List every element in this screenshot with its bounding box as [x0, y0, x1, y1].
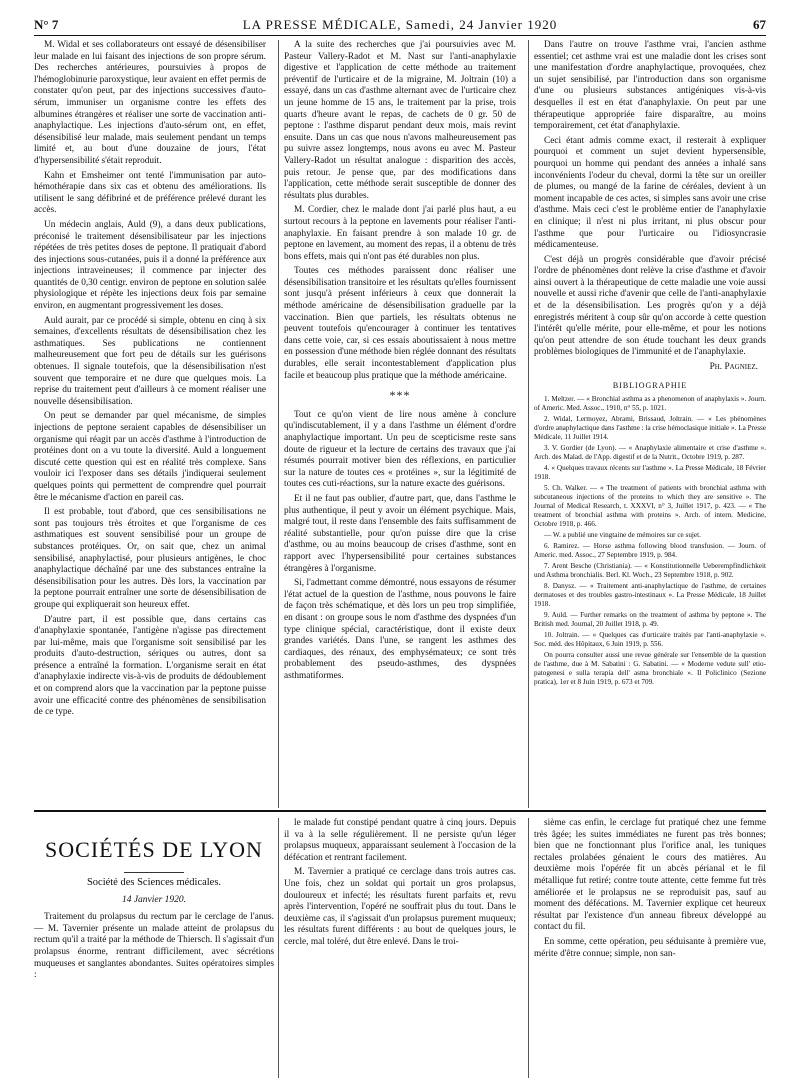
column-divider [278, 40, 279, 808]
column-divider [528, 40, 529, 808]
paragraph: Tout ce qu'on vient de lire nous amène à conclure qu'indiscutablement, il y a dans l'asthme un élément d'ordre anaphylactique important. Un peu de scepticisme reste sans doute de rigueur et la lecture de certains des travaux que j'ai résumés pourrait motiver bien des réflexions, en particulier sur la nature de toutes ces « protéines », sur la légitimité de toutes ces cuti-réactions, sur la nature exacte des guérisons. [284, 409, 516, 490]
column-1 [34, 40, 266, 808]
issue-number: N° 7 [34, 17, 59, 32]
paragraph: Il est probable, tout d'abord, que ces sensibilisations ne sont pas toujours très étroites et que l'organisme de ces asthmatiques est souvent sensibilisé pour un groupe de substances protéiques. Or, on sait que, chez un animal sensibilisé, anaphylactisé, pour plusieurs antigènes, le choc anaphylactique déchaîné par une des substances entraîne la désensibilisation pour les autres. Dès lors, la vaccination par la peptone pourrait entraîner une sorte de désensibilisation de groupe qui expliquerait son heureux effet. [34, 507, 266, 610]
paragraph: le malade fut constipé pendant quatre à cinq jours. Depuis il va à la selle régulièrement. Il ne persiste qu'un léger prolapsus muqueux, apparaissant seulement à l'occasion de la défécation et rentrant facilement. [284, 818, 516, 863]
column-divider [278, 818, 279, 1078]
paragraph: Ceci étant admis comme exact, il resterait à expliquer pourquoi et comment un sujet devient hypersensible, pourquoi un homme qui pendant des années a inhalé sans inconvénients l'odeur du cheval, dormi la tête sur un oreiller de plumes, ou mangé de la farine de céréales, devient à un moment incapable de ces actes, si simples sans avoir une crise d'asthme. Mais ceci c'est le problème entier de l'anaphylaxie en clinique; il n'est ni plus irritant, ni plus obscur pour l'asthme que pour l'urticaire ou l'idiosyncrasie médicamenteuse. [534, 135, 766, 251]
bibliography-entry: 10. Joltrain. — « Quelques cas d'urticaire traités par l'anti-anaphylaxie ». Soc. méd. des Hôpitaux, 6 Juin 1919, p. 556. [534, 631, 766, 649]
section-separator-stars: *** [389, 388, 411, 403]
societe-column-1 [34, 818, 274, 1082]
paragraph: Un médecin anglais, Auld (9), a dans deux publications, préconisé le traitement désensibilisateur par les injections répétées de très petites doses de peptone. Il pratiquait d'abord des injections sous-cutanées, puis il a donné la préférence aux injections intraveineuses; il commence par injecter des quantités de 0,30 centigr. environ de peptone en solution salée physiologique et répète les injections deux fois par semaine environ, en augmentant progressivement les doses. [34, 219, 266, 312]
page-number: 67 [753, 17, 766, 32]
paragraph: On peut se demander par quel mécanisme, de simples injections de peptone seraient capables de désensibiliser un organisme qui réagit par un accès d'asthme à l'introduction de protéines dont on a vu toute la diversité. Auld a longuement discuté cette question qui est en réalité très complexe. Sans vouloir ici l'exposer dans ses détails j'indiquerai seulement quelques points qui permettent de comprendre quel pourrait être le mécanisme d'action en pareil cas. [34, 411, 266, 503]
societe-column-3 [534, 818, 766, 1082]
bibliography-entry: 6. Ramirez. — Horse asthma following blood transfusion. — Journ. of Americ. med. Assoc., 27 Septembre 1919, p. 984. [534, 542, 766, 560]
paragraph: M. Tavernier a pratiqué ce cerclage dans trois autres cas. Une fois, chez un soldat qui portait un gros prolapsus, douloureux et infecté; les résultats furent parfaits et, revu après l'intervention, l'opéré ne souffrait plus du tout. Dans le deuxième cas, il s'agissait d'un prolapsus purement muqueux; les résultats furent différents : au bout de quelques jours, le cercle, mal toléré, dut être enlevé. Dans le troi- [284, 867, 516, 947]
paragraph: Auld aurait, par ce procédé si simple, obtenu en cinq à six semaines, d'excellents résultats de désensibilisation chez les asthmatiques. Ses publications ne contiennent malheureusement que fort peu de détails sur les guérisons obtenues. Il signale toutefois, que la désensibilisation n'est souvent que temporaire et ne dure que quelques mois. La reprise du traitement peut d'ailleurs à ce moment réaliser une nouvelle désensibilisation. [34, 315, 266, 407]
society-name: Société des Sciences médicales. [86, 877, 222, 888]
bibliography-entry: 5. Ch. Walker. — « The treatment of patients with bronchial asthma with subcutaneous injections of the proteins to which they are sensitive ». The Journal of Medical Research, t. XXXVI, n° 3, Juillet 1917, p. 423. — « The treatment of bronchial asthma with proteins ». Arch. of intern. Medicine, Octobre 1918, p. 466. [534, 484, 766, 529]
paragraph: Dans l'autre on trouve l'asthme vrai, l'ancien asthme essentiel; cet asthme vrai est une maladie dont les crises sont une manifestation d'ordre anaphylactique, provoquées, chez un sujet sensibilisé, par l'introduction dans son organisme d'une ou plusieurs substances antigéniques vis-à-vis desquelles il est en état d'anaphylaxie. On peut par une thérapeutique appropriée faire disparaître, au moins temporairement, cet état d'anaphylaxie. [534, 40, 766, 132]
bibliography-entry: 1. Meltzer. — « Bronchial asthma as a phenomenon of anaphylaxis ». Journ. of Americ. Med. Assoc., 1910, n° 55, p. 1021. [534, 395, 766, 413]
bibliography-entry: 9. Auld. — Further remarks on the treatment of asthma by peptone ». The British med. Journal, 20 Juillet 1918, p. 49. [534, 611, 766, 629]
paragraph: Kahn et Emsheimer ont tenté l'immunisation par auto-hémothérapie dans six cas et obtenu des améliorations. Ils utilisent le sang défibriné et de préférence prélevé durant les accès. [34, 170, 266, 216]
journal-title-date: LA PRESSE MÉDICALE, Samedi, 24 Janvier 1920 [242, 17, 558, 32]
bibliography-entry: — W. a publié une vingtaine de mémoires sur ce sujet. [544, 531, 701, 540]
bibliography-entry: 7. Arent Besche (Christiania). — « Konstitutionnelle Ueberempfindlichkeit und Asthma bronchialis. Berl. Kl. Woch., 23 Septembre 1918, p. 902. [534, 562, 766, 580]
paragraph: En somme, cette opération, peu séduisante à première vue, mérite d'être connue; simple, non san- [534, 936, 766, 959]
header-rule [34, 35, 766, 36]
paragraph: Et il ne faut pas oublier, d'autre part, que, dans l'asthme le plus authentique, il peut y avoir un élément psychique. Mais, malgré tout, il reste dans l'ensemble des faits suffisamment de réalité substantielle, pour qu'on puisse dire que la crise d'asthme, ou au moins beaucoup de crises d'asthme, sont en rapport avec l'hypersensibilité pour certaines substances étrangères à l'organisme. [284, 493, 516, 574]
bibliography-entry: On pourra consulter aussi une revue générale sur l'ensemble de la question de l'asthme, due à M. Sabatini : G. Sabatini. — « Moderne vedute sull' etio-patogenesi e sulla terapia dell' asma bronchiale ». Il Policlinico (Sezione pratica), 1er et 8 Juin 1919, p. 673 et 709. [534, 651, 766, 687]
column-divider [528, 818, 529, 1078]
paragraph: M. Cordier, chez le malade dont j'ai parlé plus haut, a eu surtout recours à la peptone en lavements pour réaliser l'anti-anaphylaxie. En faisant prendre à son malade 10 gr. de peptone en lavement, au moment des repas, il a obtenu de très bons effets, mais qui n'ont pas été durables non plus. [284, 205, 516, 262]
bibliography-entry: 4. « Quelques travaux récents sur l'asthme ». La Presse Médicale, 18 Février 1918. [534, 464, 766, 482]
paragraph: D'autre part, il est possible que, dans certains cas d'anaphylaxie spontanée, l'antigène n'agisse pas directement par lui-même, mais que l'organisme soit sensibilisé par les produits d'auto-destruction, sériques ou autres, dont sa présence a entraîné la formation. L'organisme serait en état d'anaphylaxie indirecte vis-à-vis de produits de dédoublement et on comprend alors que la vaccination par la peptone puisse avoir une efficacité contre des phénomènes de sensibilisation de ce type. [34, 614, 266, 718]
paragraph: sième cas enfin, le cerclage fut pratiqué chez une femme très âgée; les suites immédiates ne furent pas très bonnes; bien que ne fonctionnant plus l'orifice anal, les tuniques rectales prolabées génaient le cours des matières. Au deuxième mois l'opérée fit un abcès périanal et le fil métallique fut retiré; contre toute attente, cette femme fut très améliorée et le prolapsus ne se reproduisit pas, sauf au moment des défécations. M. Tavernier explique cet heureux résultat par l'existence d'un anneau fibreux développé au contact du fil. [534, 818, 766, 933]
paragraph: Toutes ces méthodes paraissent donc réaliser une désensibilisation transitoire et les résultats qu'elles fournissent sont jusqu'à présent inférieurs à ceux que donnerait la méthode américaine de désensibilisation graduelle par la vaccination. Bien que partiels, les résultats obtenus ne peuvent toutefois qu'encourager à continuer les tentatives dans cette voie, car, si ces essais aboutissaient à nous mettre en possession d'une méthode bien réglée donnant des résultats durables, elle serait incontestablement d'application plus facile et beaucoup plus pratique que la méthode américaine. [284, 266, 516, 381]
paragraph: M. Widal et ses collaborateurs ont essayé de désensibiliser leur malade en lui faisant des injections de son propre sérum. Des recherches antérieures, poursuivies à propos de l'hémoglobinurie paroxystique, leur avaient en effet permis de constater qu'on peut, par des injections successives d'auto-sérum, immuniser un organisme contre les effets des albumines étrangères et réaliser une sorte de vaccination anti-anaphylactique. Les injections d'auto-sérum ont, en effet, désensibilisé leur malade, mais seulement pendant un temps limité et, au bout d'une douzaine de jours, l'état d'hypersensibilité s'était reproduit. [34, 40, 266, 166]
societe-column-2 [284, 818, 516, 1082]
bibliography-entry: 8. Danysz. — « Traitement anti-anaphylactique de l'asthme, de certaines dermatoses et des troubles gastro-intestinaux ». La Presse Médicale, 18 Juillet 1918. [534, 582, 766, 609]
author-signature: Ph. Pagniez. [709, 362, 758, 373]
paragraph: A la suite des recherches que j'ai poursuivies avec M. Pasteur Vallery-Radot et M. Nast sur l'anti-anaphylaxie digestive et l'application de cette méthode au traitement préventif de l'urticaire et de la migraine, M. Joltrain (10) a essayé, dans un cas d'asthme alternant avec de l'urticaire chez un jeune homme de 15 ans, le traitement par la prise, trois quarts d'heure avant le repas, de cachets de 0 gr. 50 de peptone : l'asthme disparut pendant deux mois, mais revint ensuite. Dans un cas que nous n'avons malheureusement pas pu suivre assez longtemps, nous avons eu avec M. Pasteur Vallery-Radot un résultat analogue : disparition des accès, puis retour. Je pense que, par des modifications dans l'application, cette méthode serait susceptible de donner des résultats plus durables. [284, 40, 516, 201]
bibliography-entry: 3. V. Gordier (de Lyon). — « Anaphylaxie alimentaire et crise d'asthme ». Arch. des Malad. de l'App. digestif et de la Nutrit., Octobre 1919, p. 287. [534, 444, 766, 462]
section-title: SOCIÉTÉS DE LYON [45, 837, 263, 862]
title-rule [124, 872, 184, 873]
paragraph: Traitement du prolapsus du rectum par le cerclage de l'anus. — M. Tavernier présente un malade atteint de prolapsus du rectum qu'il a traité par la méthode de Thiersch. Il s'agissait d'un prolapsus énorme, rentrant difficilement, avec sécrétions muqueuses et sanglantes abondantes. Suites opératoires simples : [34, 912, 274, 981]
page-header [34, 14, 766, 34]
paragraph: C'est déjà un progrès considérable que d'avoir précisé l'ordre de phénomènes dont relève la crise d'asthme et d'avoir ainsi ouvert à la thérapeutique de cette maladie une voie aussi nouvelle et aussi riche d'avenir que celle de l'anti-anaphylaxie et de la désensibilisation. Les progrès qu'on y a déjà enregistrés méritent à coup sûr qu'on accorde à cette question l'intérêt qu'elle mérite, pour elle-même, et pour les notions qu'on peut attendre de son étude touchant les deux grands problèmes biologiques de l'immunité et de l'anaphylaxie. [534, 254, 766, 358]
bibliography-entry: 2. Widal, Lermoyez, Abrami, Brissaud, Joltrain. — « Les phénomènes d'ordre anaphylactique dans l'asthme : la crise hémoclasique initiale ». La Presse Médicale, 11 Juillet 1914. [534, 415, 766, 442]
section-rule [34, 810, 766, 812]
paragraph: Si, l'admettant comme démontré, nous essayons de résumer l'état actuel de la question de l'asthme, nous pouvons le faire de façon très schématique, et dès lors un peu trop simplifiée, en disant : on groupe sous le nom d'asthme des dyspnées d'un type clinique spécial, caractéristique, dont il existe deux grandes variétés. Dans l'une, se rangent les asthmes des cardiaques, des rénaux, des emphysémateux; ce sont très probablement des pseudo-asthmes, des dyspnées asthmatiformes. [284, 578, 516, 681]
bibliography-heading: BIBLIOGRAPHIE [612, 380, 688, 390]
session-date: 14 Janvier 1920. [121, 894, 187, 905]
column-2 [284, 40, 516, 808]
column-3 [534, 40, 766, 808]
